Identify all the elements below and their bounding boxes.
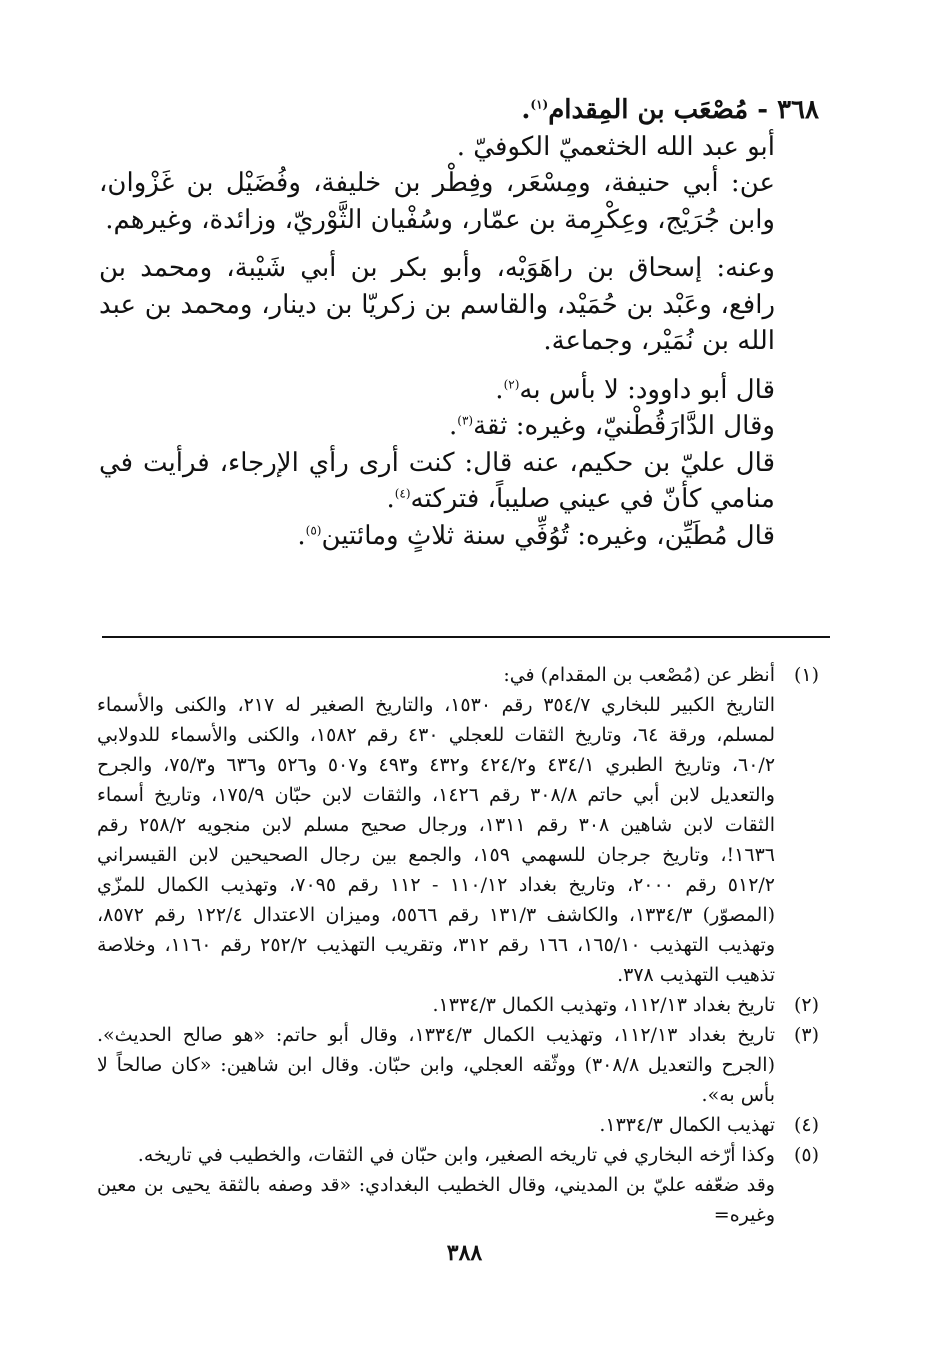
entry-title: مُصْعَب بن المِقدام: [548, 95, 749, 125]
footnote-5: [97, 1140, 819, 1230]
main-text: [99, 92, 819, 554]
footnote-1: [97, 660, 819, 990]
footnote-number: (٤): [793, 1114, 819, 1136]
footnote-number: (١): [793, 664, 819, 686]
quote-abu-dawud: قال أبو داوود: لا بأس به$^{(٢)}$.: [495, 374, 775, 405]
entry-number: ٣٦٨: [777, 95, 819, 125]
footnote-4: [97, 1110, 819, 1140]
footnote-ref-2: (٢): [503, 376, 520, 391]
footnote-number: (٣): [793, 1024, 819, 1046]
footnote-ref-4: (٤): [394, 486, 411, 501]
footnote-ref-1: (١): [530, 97, 549, 112]
footnote-ref-5: (٥): [305, 522, 322, 537]
footnote-number: (٢): [793, 994, 819, 1016]
footnote-text: أنظر عن (مُصْعب بن المقدام) في:: [503, 664, 775, 686]
footnote-separator: [102, 636, 830, 638]
footnote-number: (٥): [793, 1144, 819, 1166]
entry-teachers: عن: أبي حنيفة، ومِسْعَر، وفِطْر بن خليفة، وفُضَيْل بن غَزْوان، وابن جُرَيْج، وعِكْرِمة بن عمّار، وسُفْيان الثَّوْريّ، وزائدة، وغيرهم.: [99, 168, 775, 235]
quote-ali-bin-hakim: قال عليّ بن حكيم، عنه قال: كنت أرى رأي الإرجاء، فرأيت في منامي كأنّ في عيني صليباً، فتركته$^{(٤)}$.: [99, 447, 775, 514]
quote-daraqutni: وقال الدَّارَقُطْنيّ، وغيره: ثقة$^{(٣)}$.: [449, 411, 775, 441]
footnote-ref-3: (٣): [457, 413, 474, 428]
footnotes: [97, 660, 819, 1230]
page-number: ٣٨٨: [446, 1240, 483, 1266]
footnote-text: تاريخ بغداد ١١٢/١٣، وتهذيب الكمال ١٣٣٤/٣.: [432, 994, 775, 1016]
footnote-text: تاريخ بغداد ١١٢/١٣، وتهذيب الكمال ١٣٣٤/٣، وقال أبو حاتم: «هو صالح الحديث». (الجرح والتعديل ٣٠٨/٨) ووثّقه العجلي، وابن حبّان. وقال ابن شاهين: «كان صالحاً لا بأس به».: [97, 1024, 775, 1106]
entry-dash: -: [748, 95, 769, 125]
footnote-text: تهذيب الكمال ١٣٣٤/٣.: [599, 1114, 775, 1136]
quote-mutayyin: قال مُطَيِّن، وغيره: تُوُفِّي سنة ثلاثٍ ومائتين$^{(٥)}$.: [297, 520, 775, 551]
entry-kunya: أبو عبد الله الخثعميّ الكوفيّ .: [456, 131, 775, 162]
entry-students: وعنه: إسحاق بن راهَوَيْه، وأبو بكر بن أبي شَيْبة، ومحمد بن رافع، وعَبْد بن حُمَيْد، والقاسم بن زكريّا بن دينار، ومحمد بن عبد الله بن نُمَيْر، وجماعة.: [99, 253, 775, 356]
footnote-text: وكذا أرّخه البخاري في تاريخه الصغير، وابن حبّان في الثقات، والخطيب في تاريخه.: [137, 1144, 775, 1166]
footnote-3: [97, 1020, 819, 1110]
footnote-2: [97, 990, 819, 1020]
footnote-text: وقد ضعّفه عليّ بن المديني، وقال الخطيب البغدادي: «قد وصفه بالثقة يحيى بن معين وغيره=: [97, 1174, 775, 1226]
entry-heading: ٣٦٨ - مُصْعَب بن المِقدام$^{(١)}$.: [521, 95, 819, 125]
footnote-text: التاريخ الكبير للبخاري ٣٥٤/٧ رقم ١٥٣٠، والتاريخ الصغير له ٢١٧، والكنى والأسماء لمسلم، ورقة ٦٤، وتاريخ الثقات للعجلي ٤٣٠ رقم ١٥٨٢، والكنى والأسماء للدولابي ٦٠/٢، وتاريخ الطبري ٤٣٤/١ و٤٢٤/٢ و٤٣٢ و٤٩٣ و٥٠٧ و٥٢٦ و٦٣٦ و٧٥/٣، والجرح والتعديل لابن أبي حاتم ٣٠٨/٨ رقم ١٤٢٦، والثقات لابن حبّان ١٧٥/٩، وتاريخ أسماء الثقات لابن شاهين ٣٠٨ رقم ١٣١١، ورجال صحيح مسلم لابن منجويه ٢٥٨/٢ رقم ١٦٣٦!، وتاريخ جرجان للسهمي ١٥٩، والجمع بين رجال الصحيحين لابن القيسراني ٥١٢/٢ رقم ٢٠٠٠، وتاريخ بغداد ١١٠/١٢ - ١١٢ رقم ٧٠٩٥، وتهذيب الكمال للمزّي (المصوّر) ١٣٣٤/٣، والكاشف ١٣١/٣ رقم ٥٥٦٦، وميزان الاعتدال ١٢٢/٤ رقم ٨٥٧٢، وتهذيب التهذيب ١٦٥/١٠، ١٦٦ رقم ٣١٢، وتقريب التهذيب ٢٥٢/٢ رقم ١١٦٠، وخلاصة تذهيب التهذيب ٣٧٨.: [97, 694, 776, 986]
